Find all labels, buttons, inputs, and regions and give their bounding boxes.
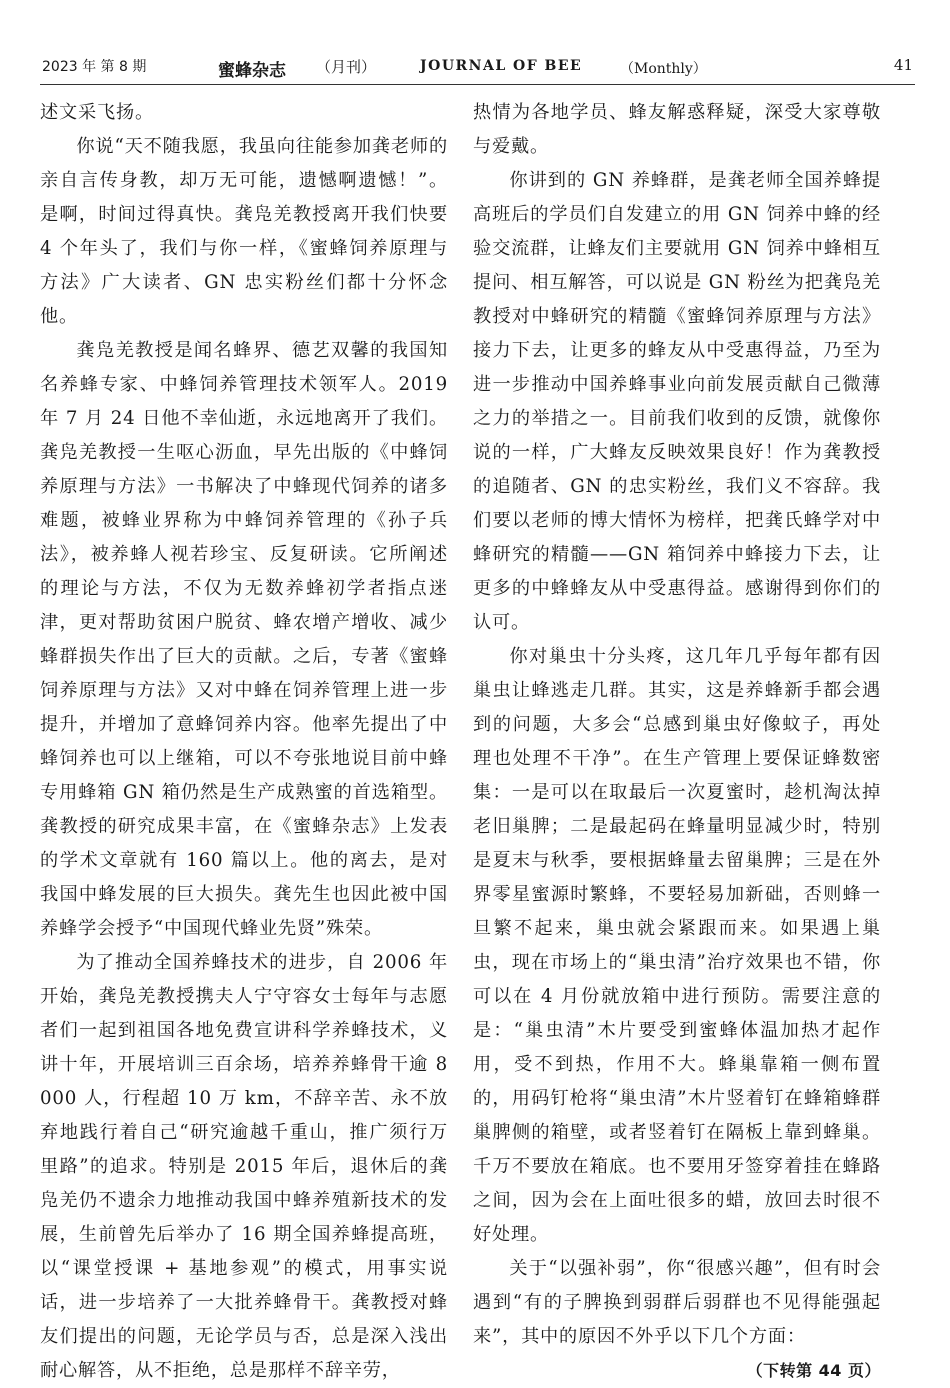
issue-label: 2023 年 第 8 期 [42, 59, 147, 75]
paragraph: 述文采飞扬。 [40, 102, 154, 123]
right-column [473, 96, 881, 1388]
journal-frequency-en: （Monthly） [620, 61, 707, 77]
header-divider [40, 84, 915, 85]
page-number: 41 [893, 56, 913, 74]
journal-title-cn: 蜜蜂杂志 [218, 61, 286, 81]
paragraph: 你说“天不随我愿，我虽向往能参加龚老师的亲自言传身教，却万无可能，遗憾啊遗憾！”。是啊，时间过得真快。龚凫羌教授离开我们快要 4 个年头了，我们与你一样，《蜜蜂饲养原理与方法》广大读者、GN 忠实粉丝们都十分怀念他。 [40, 136, 448, 327]
paragraph: 热情为各地学员、蜂友解惑释疑，深受大家尊敬与爱戴。 [473, 102, 881, 157]
journal-title-en: JOURNAL OF BEE [420, 58, 583, 74]
paragraph: 你讲到的 GN 养蜂群，是龚老师全国养蜂提高班后的学员们自发建立的用 GN 饲养中蜂的经验交流群，让蜂友们主要就用 GN 饲养中蜂相互提问、相互解答，可以说是 GN 粉丝为把龚凫羌教授对中蜂研究的精髓《蜜蜂饲养原理与方法》接力下去，让更多的蜂友从中受惠得益，乃至为进一步推动中国养蜂事业向前发展贡献自己微薄之力的举措之一。目前我们收到的反馈，就像你说的一样，广大蜂友反映效果良好！作为龚教授的追随者、GN 的忠实粉丝，我们义不容辞。我们要以老师的博大情怀为榜样，把龚氏蜂学对中蜂研究的精髓——GN 箱饲养中蜂接力下去，让更多的中蜂蜂友从中受惠得益。感谢得到你们的认可。 [473, 170, 881, 633]
paragraph: 关于“以强补弱”，你“很感兴趣”，但有时会遇到“有的子脾换到弱群后弱群也不见得能强起来”，其中的原因不外乎以下几个方面： [473, 1258, 881, 1347]
continued-note: （下转第 44 页） [746, 1361, 881, 1380]
left-column [40, 96, 448, 1388]
paragraph: 你对巢虫十分头疼，这几年几乎每年都有因巢虫让蜂逃走几群。其实，这是养蜂新手都会遇到的问题，大多会“总感到巢虫好像蚊子，再处理也处理不干净”。在生产管理上要保证蜂数密集：一是可以在取最后一次夏蜜时，趁机淘汰掉老旧巢脾；二是最起码在蜂量明显减少时，特别是夏末与秋季，要根据蜂量去留巢脾；三是在外界零星蜜源时繁蜂，不要轻易加新础，否则蜂一旦繁不起来，巢虫就会紧跟而来。如果遇上巢虫，现在市场上的“巢虫清”治疗效果也不错，你可以在 4 月份就放箱中进行预防。需要注意的是：“巢虫清”木片要受到蜜蜂体温加热才起作用，受不到热，作用不大。蜂巢靠箱一侧布置的，用码钉枪将“巢虫清”木片竖着钉在蜂箱蜂群巢脾侧的箱壁，或者竖着钉在隔板上靠到蜂巢。千万不要放在箱底。也不要用牙签穿着挂在蜂路之间，因为会在上面吐很多的蜡，放回去时很不好处理。 [473, 646, 881, 1245]
paragraph: 龚凫羌教授是闻名蜂界、德艺双馨的我国知名养蜂专家、中蜂饲养管理技术领军人。2019 年 7 月 24 日他不幸仙逝，永远地离开了我们。龚凫羌教授一生呕心沥血，早先出版的《中蜂饲养原理与方法》一书解决了中蜂现代饲养的诸多难题，被蜂业界称为中蜂饲养管理的《孙子兵法》，被养蜂人视若珍宝、反复研读。它所阐述的理论与方法，不仅为无数养蜂初学者指点迷津，更对帮助贫困户脱贫、蜂农增产增收、减少蜂群损失作出了巨大的贡献。之后，专著《蜜蜂饲养原理与方法》又对中蜂在饲养管理上进一步提升，并增加了意蜂饲养内容。他率先提出了中蜂饲养也可以上继箱，可以不夸张地说目前中蜂专用蜂箱 GN 箱仍然是生产成熟蜜的首选箱型。龚教授的研究成果丰富，在《蜜蜂杂志》上发表的学术文章就有 160 篇以上。他的离去，是对我国中蜂发展的巨大损失。龚先生也因此被中国养蜂学会授予“中国现代蜂业先贤”殊荣。 [40, 340, 448, 939]
paragraph: 为了推动全国养蜂技术的进步，自 2006 年开始，龚凫羌教授携夫人宁守容女士每年与志愿者们一起到祖国各地免费宣讲科学养蜂技术，义讲十年，开展培训三百余场，培养养蜂骨干逾 8 000 人，行程超 10 万 km，不辞辛苦、永不放弃地践行着自己“研究逾越千重山，推广须行万里路”的追求。特别是 2015 年后，退休后的龚凫羌仍不遗余力地推动我国中蜂养殖新技术的发展，生前曾先后举办了 16 期全国养蜂提高班，以“课堂授课 + 基地参观”的模式，用事实说话，进一步培养了一大批养蜂骨干。龚教授对蜂友们提出的问题，无论学员与否，总是深入浅出耐心解答，从不拒绝，总是那样不辞辛劳， [40, 952, 448, 1381]
journal-frequency-cn: （月刊） [316, 58, 377, 76]
